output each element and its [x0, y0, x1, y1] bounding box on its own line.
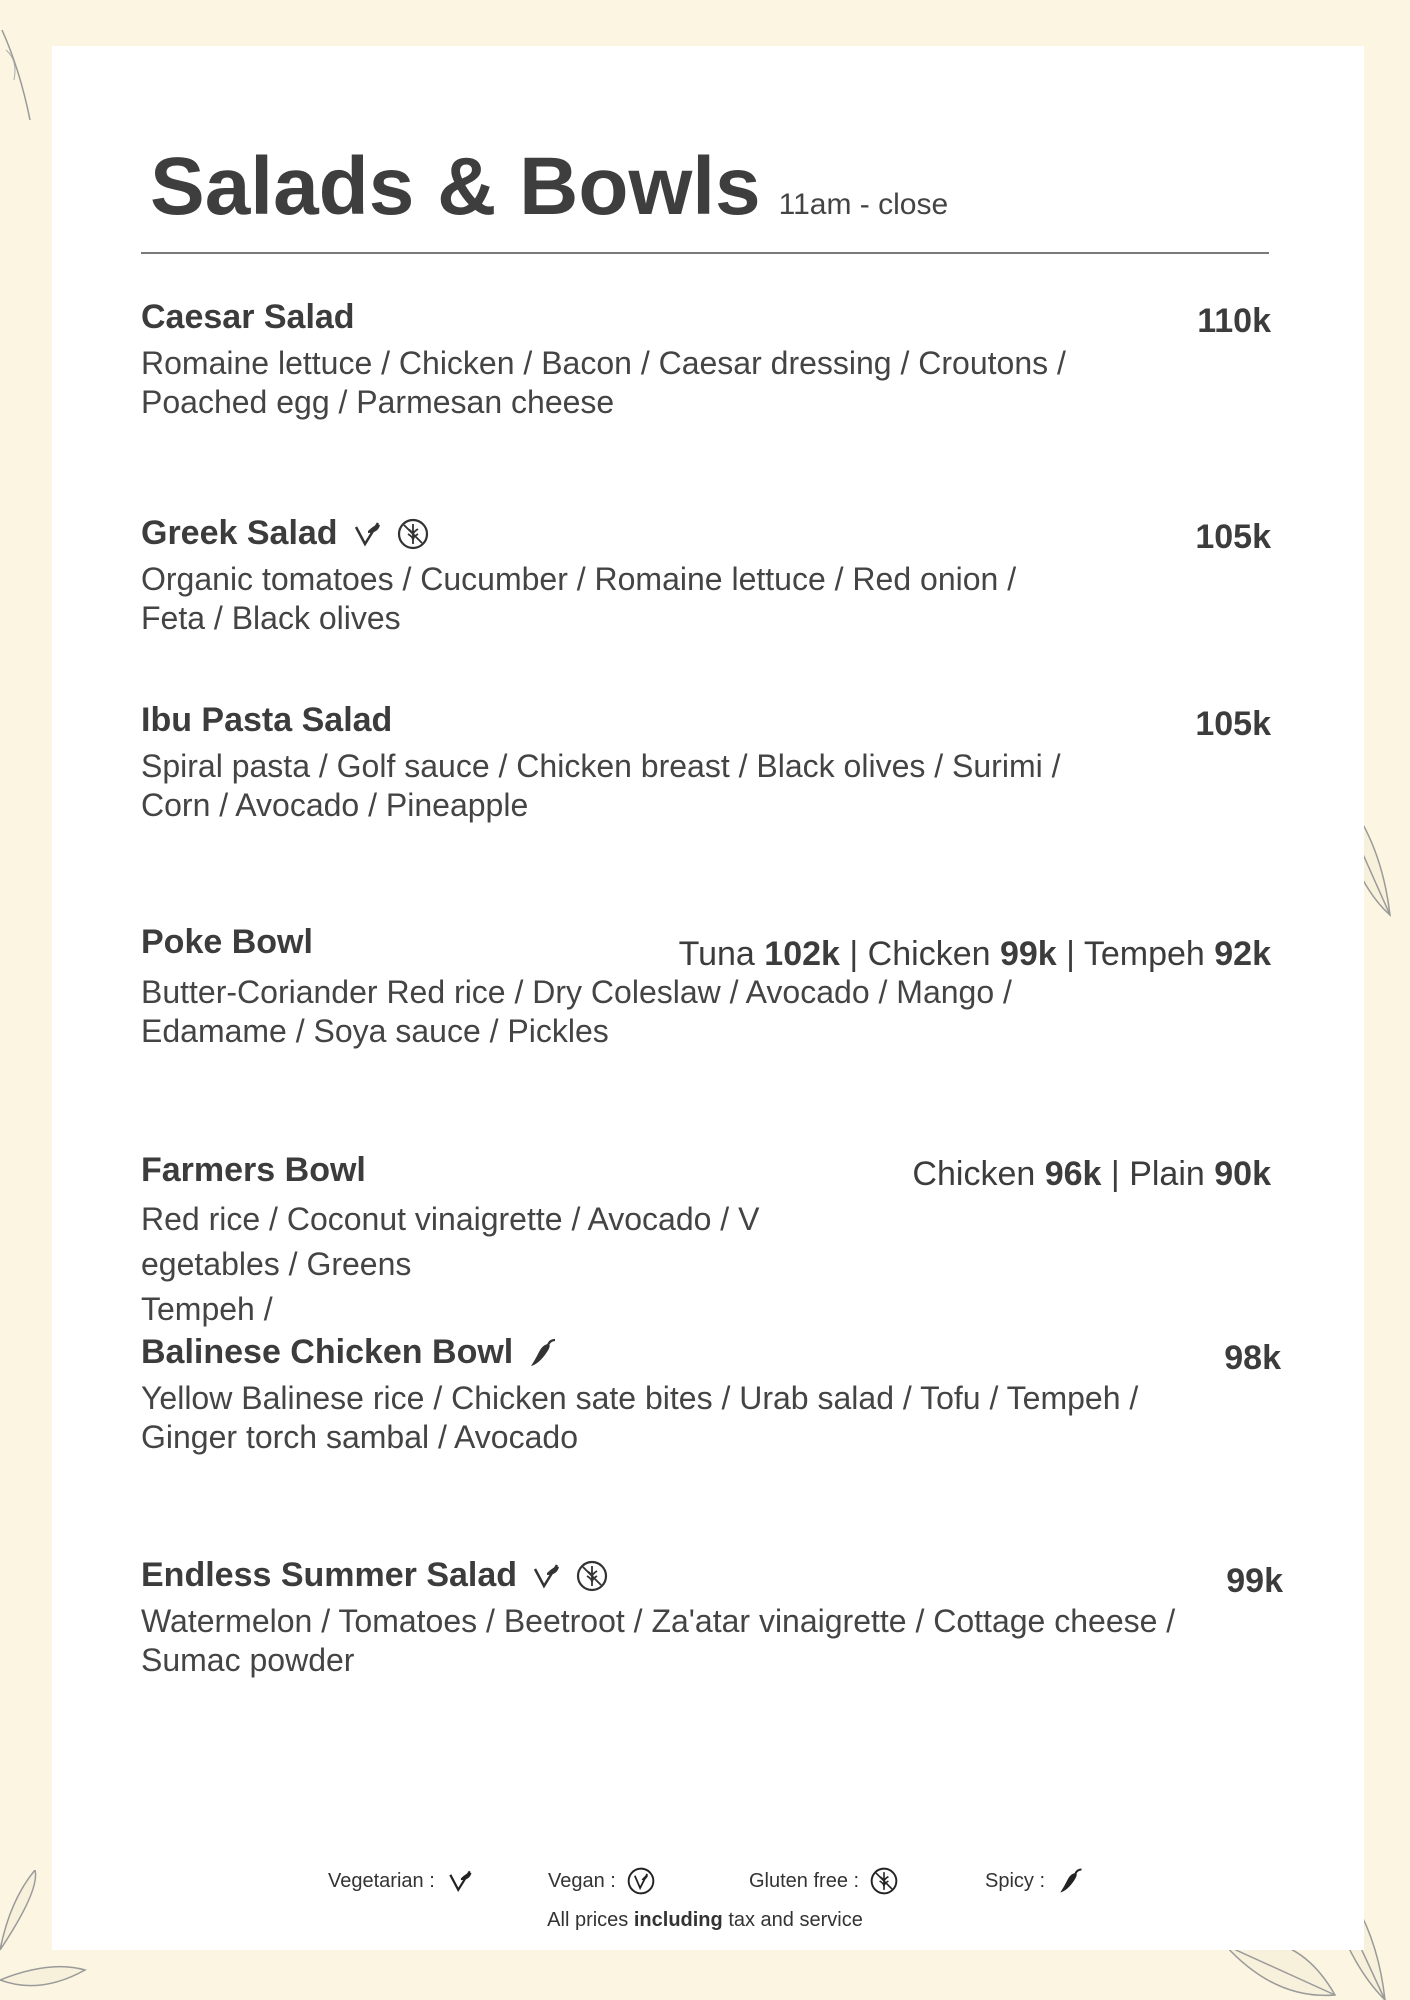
legend-spicy: Spicy : — [985, 1866, 1085, 1896]
item-price: 105k — [1195, 705, 1271, 743]
item-name: Caesar Salad — [141, 298, 355, 336]
item-price: 105k — [1195, 518, 1271, 556]
dietary-legend — [0, 1866, 1410, 1906]
price-note: All prices including tax and service — [547, 1909, 863, 1931]
item-name: Poke Bowl — [141, 923, 313, 961]
item-description: Romaine lettuce / Chicken / Bacon / Caesar dressing / Croutons / Poached egg / Parmesan cheese — [141, 345, 1066, 420]
menu-item-farmers-bowl — [141, 1151, 1271, 1332]
item-description: Yellow Balinese rice / Chicken sate bites / Urab salad / Tofu / Tempeh / Ginger torch sambal / Avocado — [141, 1380, 1139, 1455]
menu-item-endless-summer-salad — [141, 1556, 1283, 1680]
leaf-decoration-top-left-icon — [0, 20, 40, 130]
legend-vegan: Vegan : — [548, 1866, 656, 1896]
item-price-options: Tuna 102k | Chicken 99k | Tempeh 92k — [678, 935, 1271, 973]
item-description: Butter-Coriander Red rice / Dry Coleslaw / Avocado / Mango / Edamame / Soya sauce / Pickles — [141, 974, 1012, 1049]
item-name: Greek Salad — [141, 514, 430, 553]
vegan-icon — [626, 1866, 656, 1896]
item-name: Ibu Pasta Salad — [141, 701, 393, 739]
item-description: Red rice / Coconut vinaigrette / Avocado / V egetables / Greens Tempeh / — [141, 1201, 760, 1327]
page-title: Salads & Bowls — [150, 141, 761, 232]
item-description: Organic tomatoes / Cucumber / Romaine lettuce / Red onion / Feta / Black olives — [141, 561, 1017, 636]
item-description: Spiral pasta / Golf sauce / Chicken breast / Black olives / Surimi / Corn / Avocado / Pineapple — [141, 748, 1061, 823]
legend-gluten-free: Gluten free : — [749, 1866, 899, 1896]
item-name: Balinese Chicken Bowl — [141, 1333, 559, 1372]
vegetarian-icon — [350, 517, 384, 551]
item-price-options: Chicken 96k | Plain 90k — [912, 1155, 1271, 1193]
legend-vegetarian: Vegetarian : — [328, 1866, 475, 1896]
item-name: Endless Summer Salad — [141, 1556, 609, 1595]
menu-item-balinese-chicken-bowl — [141, 1333, 1281, 1457]
item-price: 110k — [1197, 302, 1271, 340]
gluten-free-icon — [575, 1559, 609, 1593]
vegetarian-icon — [529, 1559, 563, 1593]
menu-item-caesar-salad — [141, 298, 1271, 422]
menu-item-poke-bowl — [141, 923, 1271, 1051]
item-price: 98k — [1224, 1339, 1281, 1377]
header — [150, 140, 948, 234]
item-price: 99k — [1226, 1562, 1283, 1600]
item-description: Watermelon / Tomatoes / Beetroot / Za'atar vinaigrette / Cottage cheese / Sumac powder — [141, 1603, 1176, 1678]
menu-item-ibu-pasta-salad — [141, 701, 1271, 825]
menu-item-greek-salad — [141, 514, 1271, 638]
vegetarian-icon — [445, 1866, 475, 1896]
spicy-icon — [1055, 1866, 1085, 1896]
gluten-free-icon — [869, 1866, 899, 1896]
item-name: Farmers Bowl — [141, 1151, 366, 1189]
title-divider — [141, 252, 1269, 254]
service-hours: 11am - close — [778, 188, 949, 221]
gluten-free-icon — [396, 517, 430, 551]
spicy-icon — [525, 1336, 559, 1370]
